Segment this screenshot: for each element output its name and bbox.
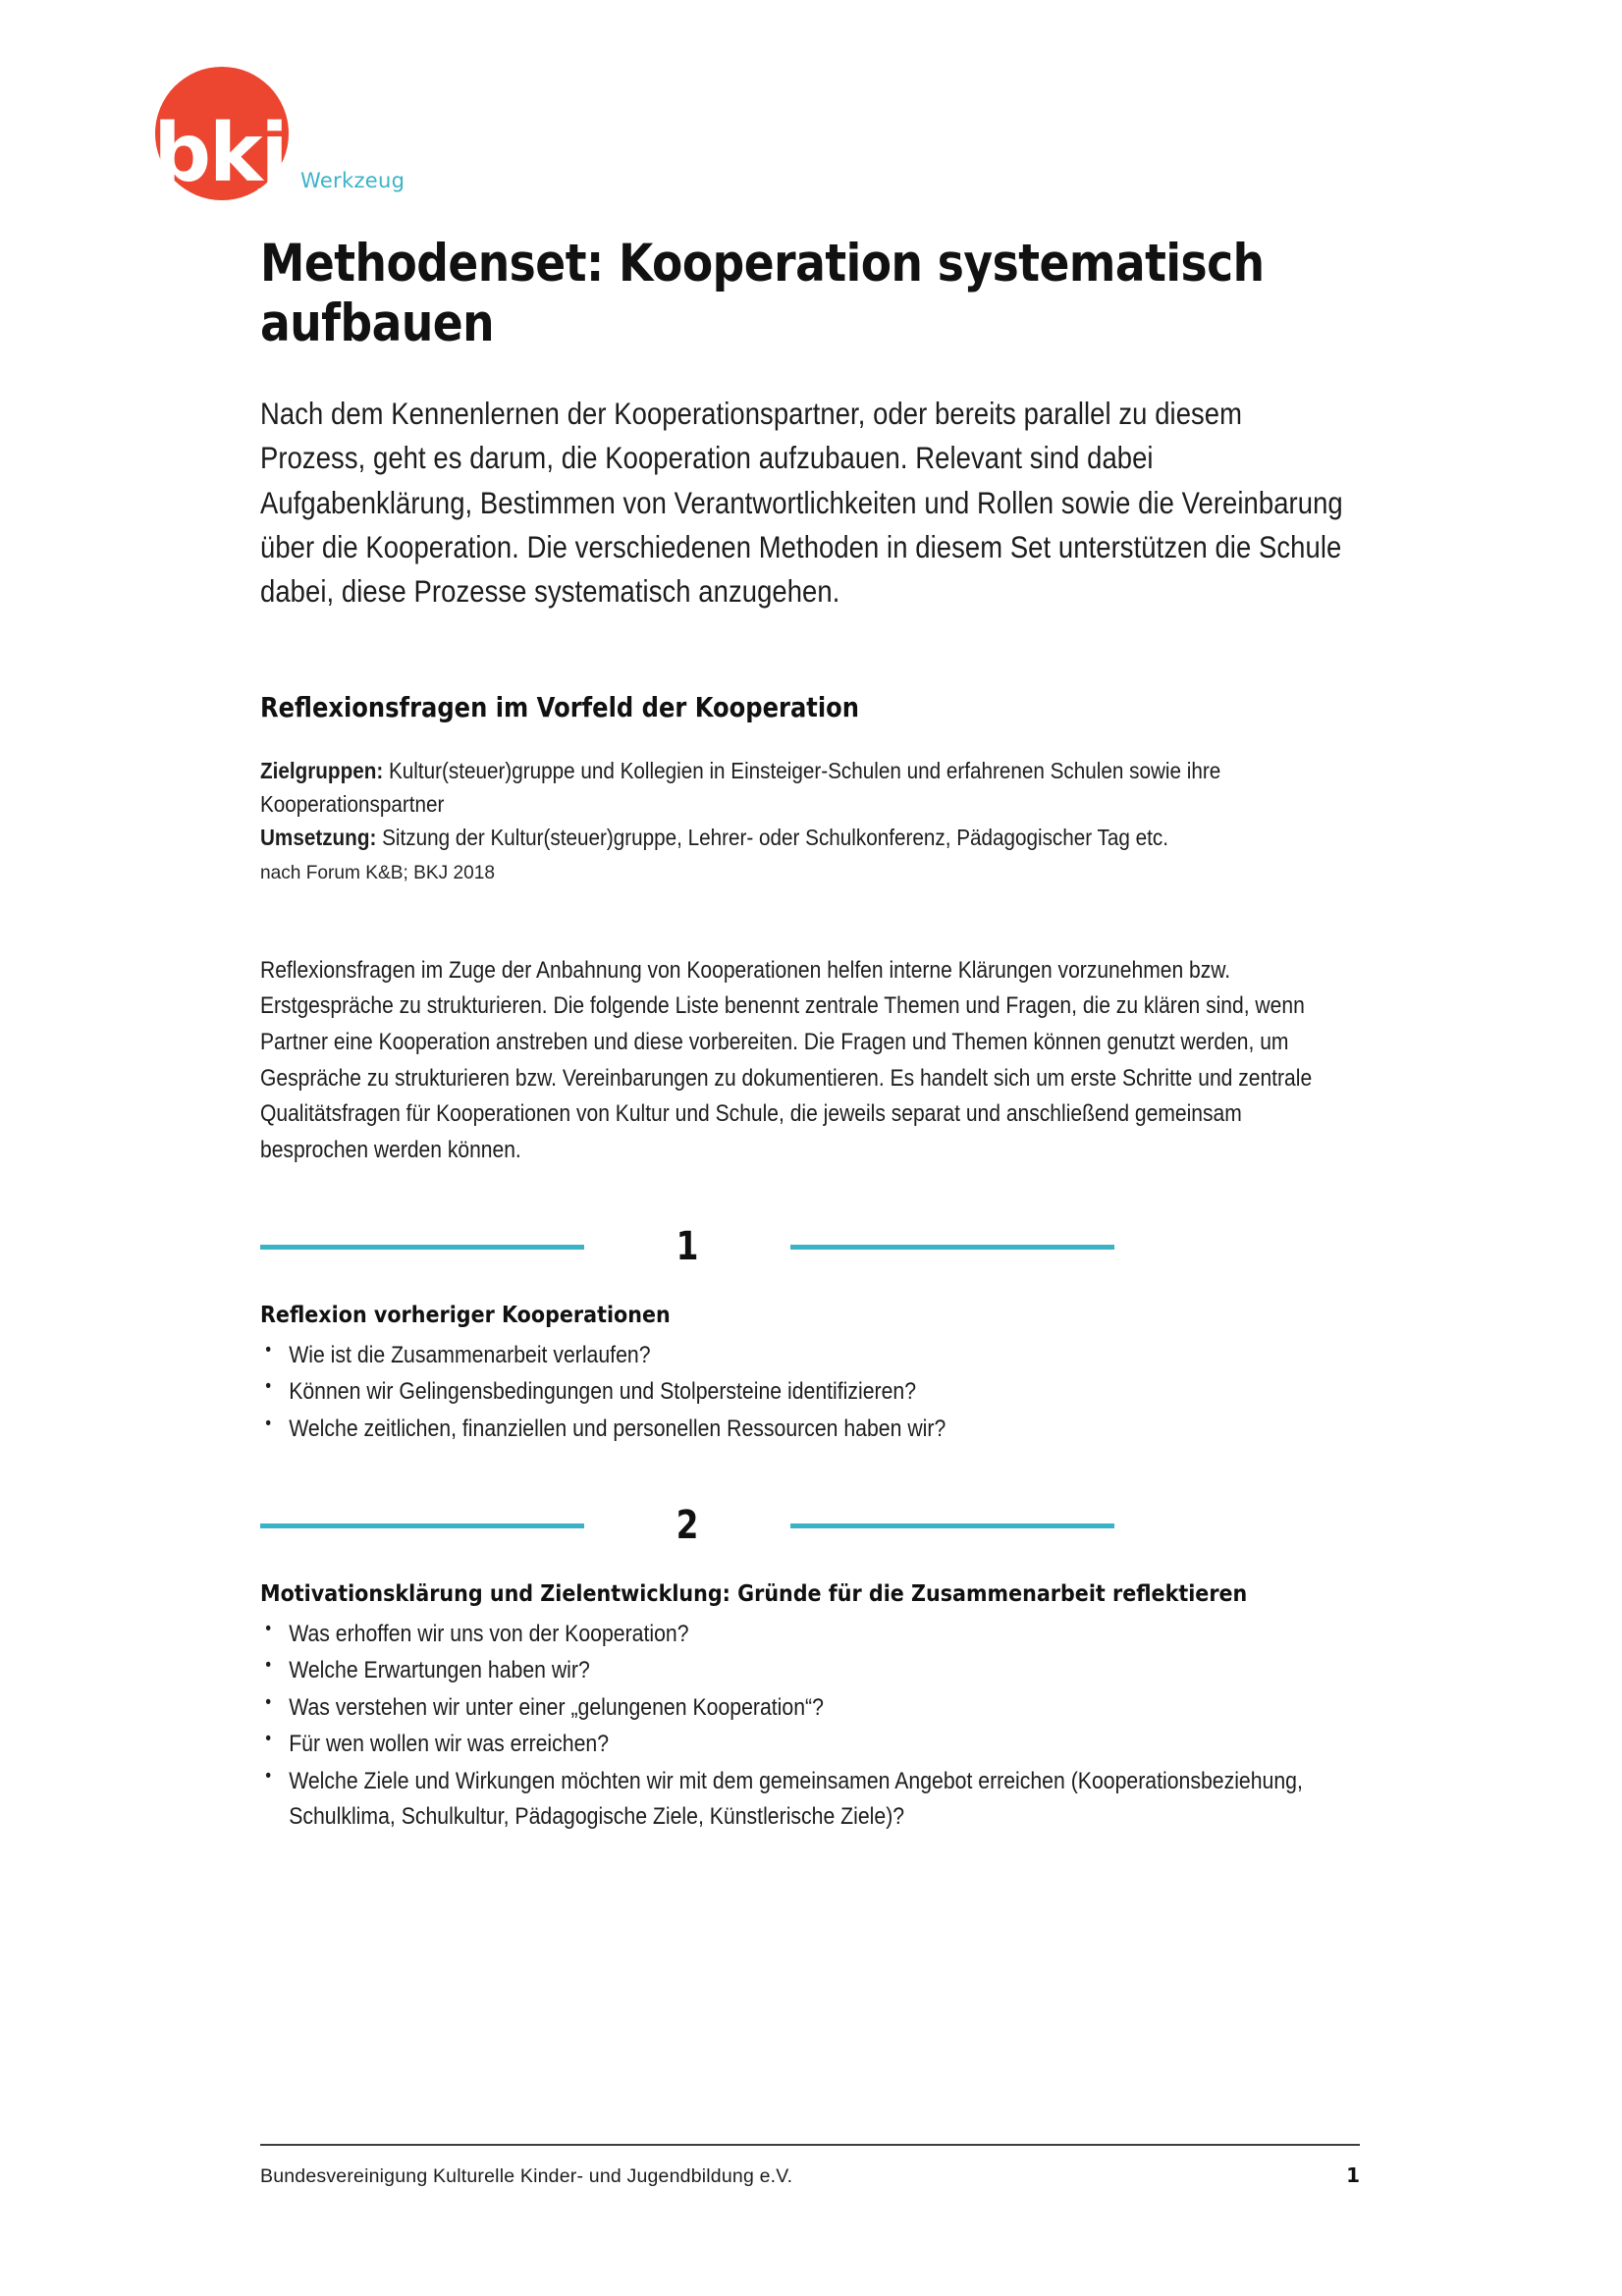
block-divider	[260, 1494, 1114, 1557]
list-item: • Für wen wollen wir was erreichen?	[260, 1727, 1353, 1762]
divider-rule-left	[260, 1245, 584, 1250]
divider-rule-left	[260, 1523, 584, 1528]
meta-zielgruppen-value: Kultur(steuer)gruppe und Kollegien in Einsteiger-Schulen und erfahrenen Schulen sowie ihre Kooperationspartner	[260, 758, 1221, 818]
list-item: • Welche zeitlichen, finanziellen und personellen Ressourcen haben wir?	[260, 1412, 1353, 1447]
divider-rule-right	[790, 1523, 1114, 1528]
list-item: • Was verstehen wir unter einer „gelungenen Kooperation“?	[260, 1690, 1353, 1726]
meta-umsetzung-value: Sitzung der Kultur(steuer)gruppe, Lehrer- oder Schulkonferenz, Pädagogischer Tag etc.	[376, 824, 1168, 850]
page-footer	[260, 2144, 1360, 2188]
block-number: 2	[676, 1503, 699, 1549]
document-content	[260, 0, 1360, 1837]
question-list	[260, 1330, 1353, 1447]
footer-organisation: Bundesvereinigung Kulturelle Kinder- und Jugendbildung e.V.	[260, 2165, 793, 2187]
page-number: 1	[1346, 2163, 1360, 2187]
meta-source: nach Forum K&B; BKJ 2018	[260, 862, 495, 884]
section-heading: Reflexionsfragen im Vorfeld der Kooperation	[260, 691, 860, 723]
block-heading: Motivationsklärung und Zielentwicklung: Gründe für die Zusammenarbeit reflektieren	[260, 1579, 1248, 1608]
divider-rule-right	[790, 1245, 1114, 1250]
page-title: Methodenset: Kooperation systematisch aufbauen	[260, 234, 1265, 354]
block-heading: Reflexion vorheriger Kooperationen	[260, 1301, 671, 1329]
footer-row	[260, 2146, 1360, 2188]
meta-zielgruppen-label: Zielgruppen:	[260, 758, 384, 784]
block-divider	[260, 1215, 1114, 1278]
list-item: • Was erhoffen wir uns von der Kooperation?	[260, 1617, 1353, 1652]
list-item: • Wie ist die Zusammenarbeit verlaufen?	[260, 1338, 1353, 1373]
question-list	[260, 1609, 1353, 1836]
list-item: • Können wir Gelingensbedingungen und Stolpersteine identifizieren?	[260, 1374, 1353, 1410]
intro-paragraph: Nach dem Kennenlernen der Kooperationspartner, oder bereits parallel zu diesem Prozess, geht es darum, die Kooperation aufzubauen. Relevant sind dabei Aufgabenklärung, Bestimmen von Verantwortlichkeiten und Rollen sowie die Vereinbarung über die Kooperation. Die verschiedenen Methoden in diesem Set unterstützen die Schule dabei, diese Prozesse systematisch anzugehen.	[260, 395, 1343, 610]
meta-umsetzung-label: Umsetzung:	[260, 824, 377, 850]
meta-zielgruppen	[260, 755, 1349, 821]
block-number: 1	[676, 1224, 699, 1270]
meta-umsetzung	[260, 822, 1349, 855]
section-body-paragraph: Reflexionsfragen im Zuge der Anbahnung von Kooperationen helfen interne Klärungen vorzunehmen bzw. Erstgespräche zu strukturieren. Die folgende Liste benennt zentrale Themen und Fragen, die zu klären sind, wenn Partner eine Kooperation anstreben und diese vorbereiten. Die Fragen und Themen können genutzt werden, um Gespräche zu strukturieren bzw. Vereinbarungen zu dokumentieren. Es handelt sich um erste Schritte und zentrale Qualitätsfragen für Kooperationen von Kultur und Schule, die jeweils separat und anschließend gemeinsam besprochen werden können.	[260, 956, 1313, 1163]
section-meta	[260, 725, 1349, 854]
list-item: • Welche Erwartungen haben wir?	[260, 1653, 1353, 1688]
logo-subtitle: Werkzeug	[300, 169, 406, 192]
logo-text: bkj	[153, 106, 287, 200]
list-item: • Welche Ziele und Wirkungen möchten wir mit dem gemeinsamen Angebot erreichen (Kooperationsbeziehung, Schulklima, Schulkultur, Pädagogische Ziele, Künstlerische Ziele)?	[260, 1764, 1353, 1836]
